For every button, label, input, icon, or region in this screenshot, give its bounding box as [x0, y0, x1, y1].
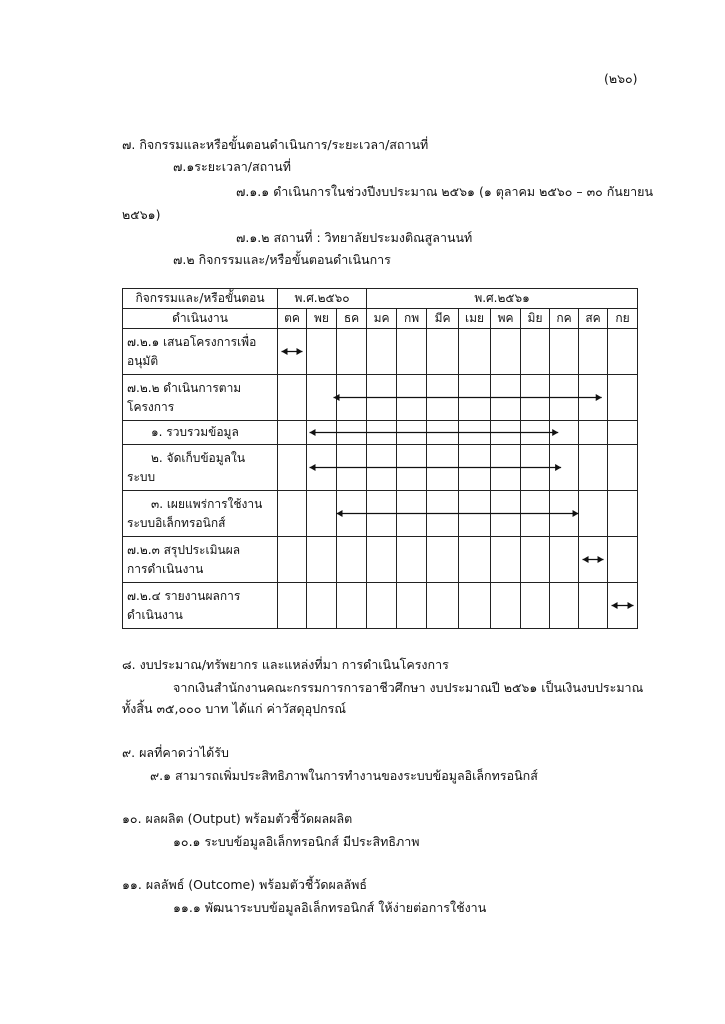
month-cell: [397, 421, 427, 445]
section-10-heading: ๑๐. ผลผลิต (Output) พร้อมตัวชี้วัดผลผลิต: [122, 811, 353, 826]
section-9-heading: ๙. ผลที่คาดว่าได้รับ: [122, 745, 229, 760]
month-header: ธค: [337, 309, 367, 329]
activity-label-line1: ๒. จัดเก็บข้อมูลใน: [151, 450, 246, 465]
month-cell: [307, 537, 337, 583]
month-header: เมย: [459, 309, 491, 329]
year-header-2561: พ.ศ.๒๕๖๑: [367, 289, 638, 309]
month-cell: [550, 445, 579, 491]
activity-label-line1: ๓. เผยแพร่การใช้งาน: [151, 496, 263, 511]
month-cell: [427, 445, 459, 491]
month-cell: [307, 491, 337, 537]
month-header: พค: [491, 309, 521, 329]
month-cell: [550, 421, 579, 445]
activity-label-line2: อนุมัติ: [127, 353, 159, 368]
section-7-1-2: ๗.๑.๒ สถานที่ : วิทยาลัยประมงติณสูลานนท์: [236, 230, 473, 245]
gantt-table: [122, 288, 638, 629]
month-header: มีค: [427, 309, 459, 329]
month-header: กพ: [397, 309, 427, 329]
activity-header-line1: กิจกรรมและ/หรือขั้นตอน: [123, 289, 278, 309]
activity-label-line1: ๑. รวบรวมข้อมูล: [151, 425, 239, 439]
month-cell: [337, 491, 367, 537]
table-row: [123, 375, 638, 421]
month-cell: [491, 375, 521, 421]
month-cell: [491, 583, 521, 629]
month-cell: [367, 445, 397, 491]
month-cell: [608, 491, 638, 537]
month-cell: [367, 491, 397, 537]
table-row: [123, 537, 638, 583]
month-cell: [307, 329, 337, 375]
activity-cell: [123, 583, 278, 629]
month-cell: [521, 421, 550, 445]
month-cell: [459, 375, 491, 421]
month-header: ตค: [278, 309, 307, 329]
month-cell: [459, 421, 491, 445]
month-cell: [521, 375, 550, 421]
month-cell: [427, 537, 459, 583]
month-cell: [579, 375, 608, 421]
month-cell: [278, 491, 307, 537]
activity-label-line2: โครงการ: [127, 399, 175, 414]
month-header: กค: [550, 309, 579, 329]
month-cell: [278, 329, 307, 375]
table-row: [123, 491, 638, 537]
month-cell: [337, 537, 367, 583]
activity-label-line1: ๗.๒.๓ สรุปประเมินผล: [127, 542, 241, 557]
section-9-item-1: ๙.๑ สามารถเพิ่มประสิทธิภาพในการทำงานของระบบข้อมูลอิเล็กทรอนิกส์: [150, 768, 538, 783]
activity-cell: [123, 537, 278, 583]
activity-label-line1: ๗.๒.๑ เสนอโครงการเพื่อ: [127, 334, 257, 349]
month-cell: [491, 491, 521, 537]
activity-header-line2: ดำเนินงาน: [123, 309, 278, 329]
month-cell: [427, 375, 459, 421]
month-cell: [608, 445, 638, 491]
month-cell: [491, 445, 521, 491]
month-cell: [459, 445, 491, 491]
month-cell: [278, 421, 307, 445]
month-header: มิย: [521, 309, 550, 329]
month-cell: [491, 329, 521, 375]
month-cell: [550, 329, 579, 375]
activity-cell: [123, 421, 278, 445]
month-cell: [427, 421, 459, 445]
month-cell: [579, 445, 608, 491]
month-cell: [337, 375, 367, 421]
year-header-2560: พ.ศ.๒๕๖๐: [278, 289, 367, 309]
section-8-line1: จากเงินสำนักงานคณะกรรมการการอาชีวศึกษา งบประมาณปี ๒๕๖๑ เป็นเงินงบประมาณ: [173, 680, 644, 695]
month-cell: [608, 583, 638, 629]
activity-label-line2: ระบบอิเล็กทรอนิกส์: [127, 515, 226, 530]
month-cell: [278, 445, 307, 491]
month-cell: [550, 583, 579, 629]
activity-label-line1: ๗.๒.๔ รายงานผลการ: [127, 588, 241, 603]
activity-cell: [123, 375, 278, 421]
month-cell: [278, 537, 307, 583]
section-11-heading: ๑๑. ผลลัพธ์ (Outcome) พร้อมตัวชี้วัดผลลัพธ์: [122, 877, 368, 892]
month-cell: [367, 329, 397, 375]
month-cell: [397, 583, 427, 629]
month-cell: [521, 583, 550, 629]
month-cell: [427, 491, 459, 537]
month-header: กย: [608, 309, 638, 329]
month-cell: [550, 491, 579, 537]
section-8-line2: ทั้งสิ้น ๓๕,๐๐๐ บาท ได้แก่ ค่าวัสดุอุปกรณ์: [122, 701, 346, 716]
table-row: [123, 583, 638, 629]
month-cell: [397, 491, 427, 537]
activity-label-line2: ระบบ: [127, 469, 156, 484]
month-cell: [337, 445, 367, 491]
activity-cell: [123, 491, 278, 537]
month-cell: [521, 537, 550, 583]
month-cell: [579, 583, 608, 629]
month-cell: [550, 375, 579, 421]
section-10-item-1: ๑๐.๑ ระบบข้อมูลอิเล็กทรอนิกส์ มีประสิทธิภาพ: [173, 834, 420, 849]
month-cell: [397, 537, 427, 583]
month-cell: [608, 375, 638, 421]
month-cell: [491, 421, 521, 445]
month-cell: [397, 375, 427, 421]
table-row: [123, 421, 638, 445]
month-cell: [491, 537, 521, 583]
month-cell: [550, 537, 579, 583]
gantt-chart: [122, 288, 637, 625]
activity-cell: [123, 329, 278, 375]
activity-cell: [123, 445, 278, 491]
month-cell: [337, 421, 367, 445]
month-cell: [307, 375, 337, 421]
month-cell: [608, 537, 638, 583]
month-cell: [427, 583, 459, 629]
section-7-heading: ๗. กิจกรรมและหรือขั้นตอนดำเนินการ/ระยะเวลา/สถานที่: [122, 137, 429, 152]
section-7-2-heading: ๗.๒ กิจกรรมและ/หรือขั้นตอนดำเนินการ: [173, 252, 391, 267]
month-cell: [579, 491, 608, 537]
month-cell: [397, 329, 427, 375]
month-cell: [307, 445, 337, 491]
month-header: มค: [367, 309, 397, 329]
month-cell: [459, 583, 491, 629]
month-cell: [608, 421, 638, 445]
month-cell: [337, 583, 367, 629]
month-cell: [521, 491, 550, 537]
month-cell: [367, 375, 397, 421]
month-cell: [367, 421, 397, 445]
page-number: (๒๖๐): [604, 71, 638, 86]
month-cell: [459, 537, 491, 583]
month-cell: [579, 537, 608, 583]
month-cell: [459, 329, 491, 375]
month-cell: [307, 583, 337, 629]
section-7-1-1-line2: ๒๕๖๑): [122, 207, 161, 222]
activity-label-line2: ดำเนินงาน: [127, 607, 183, 622]
month-cell: [307, 421, 337, 445]
section-8-heading: ๘. งบประมาณ/ทรัพยากร และแหล่งที่มา การดำเนินโครงการ: [122, 657, 449, 672]
month-cell: [521, 329, 550, 375]
month-cell: [397, 445, 427, 491]
month-cell: [459, 491, 491, 537]
month-cell: [337, 329, 367, 375]
month-cell: [367, 583, 397, 629]
month-cell: [278, 583, 307, 629]
activity-label-line1: ๗.๒.๒ ดำเนินการตาม: [127, 380, 242, 395]
month-header: พย: [307, 309, 337, 329]
month-cell: [579, 329, 608, 375]
month-header: สค: [579, 309, 608, 329]
section-7-1-1-line1: ๗.๑.๑ ดำเนินการในช่วงปีงบประมาณ ๒๕๖๑ (๑ ตุลาคม ๒๕๖๐ – ๓๐ กันยายน: [236, 184, 654, 199]
month-cell: [521, 445, 550, 491]
table-row: [123, 445, 638, 491]
activity-label-line2: การดำเนินงาน: [127, 561, 204, 576]
table-row: [123, 329, 638, 375]
month-cell: [278, 375, 307, 421]
section-7-1-heading: ๗.๑ระยะเวลา/สถานที่: [173, 159, 291, 174]
section-11-item-1: ๑๑.๑ พัฒนาระบบข้อมูลอิเล็กทรอนิกส์ ให้ง่ายต่อการใช้งาน: [173, 900, 487, 915]
month-cell: [608, 329, 638, 375]
month-cell: [579, 421, 608, 445]
month-cell: [427, 329, 459, 375]
month-cell: [367, 537, 397, 583]
